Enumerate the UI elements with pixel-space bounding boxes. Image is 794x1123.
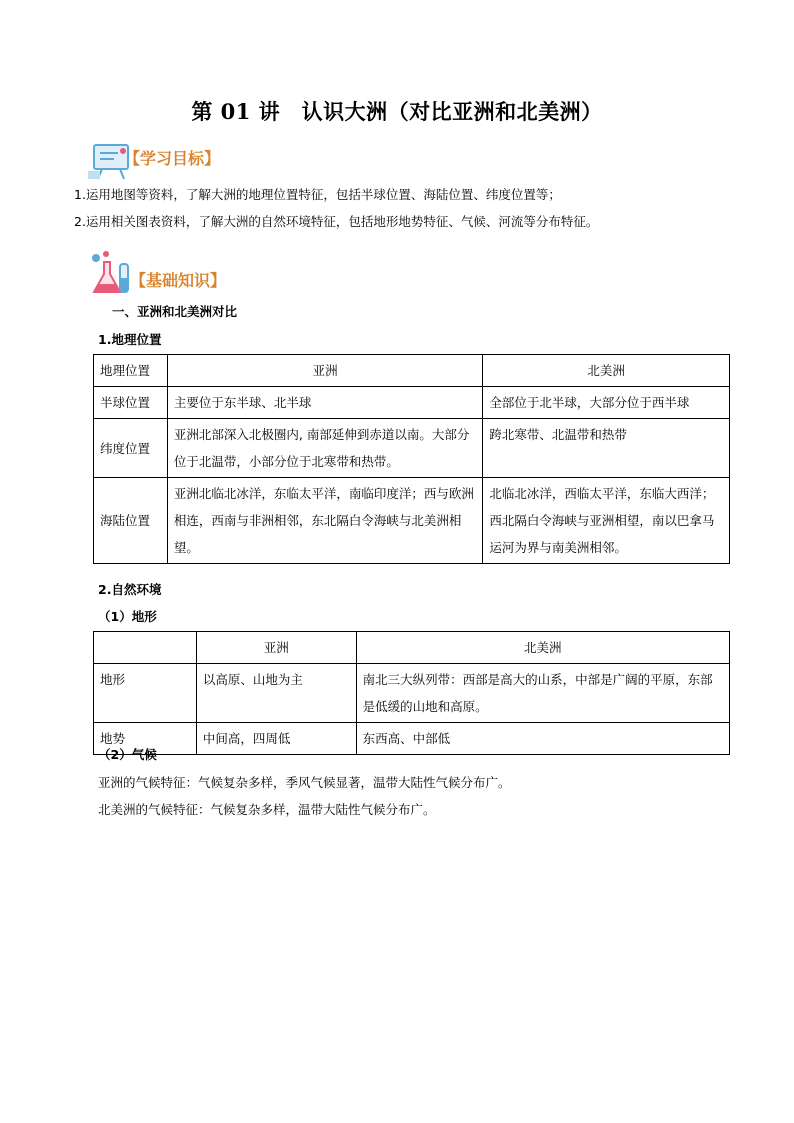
asia-cell: 以高原、山地为主 — [196, 664, 356, 723]
row-label: 纬度位置 — [94, 419, 168, 478]
geo-location-table — [93, 354, 730, 564]
objective-item-2: 2.运用相关图表资料，了解大洲的自然环境特征，包括地形地势特征、气候、河流等分布特征。 — [74, 214, 599, 229]
subsection-natural-environment: 2.自然环境 — [98, 582, 162, 597]
subsection-geo-location: 1.地理位置 — [98, 332, 162, 347]
north-america-cell: 北临北冰洋，西临太平洋，东临大西洋；西北隔白令海峡与亚洲相望，南以巴拿马运河为界与南美洲相邻。 — [483, 478, 730, 564]
asia-cell: 主要位于东半球、北半球 — [167, 387, 482, 419]
flask-icon — [86, 250, 134, 296]
row-label: 海陆位置 — [94, 478, 168, 564]
table-header-row — [94, 355, 730, 387]
table-header-cell: 北美洲 — [356, 632, 729, 664]
terrain-table — [93, 631, 730, 755]
table-header-cell: 北美洲 — [483, 355, 730, 387]
north-america-cell: 跨北寒带、北温带和热带 — [483, 419, 730, 478]
table-row — [94, 419, 730, 478]
row-label: 半球位置 — [94, 387, 168, 419]
page-title: 第 01 讲 认识大洲（对比亚洲和北美洲） — [191, 99, 603, 124]
table-header-row — [94, 632, 730, 664]
asia-cell: 中间高，四周低 — [196, 723, 356, 755]
north-america-cell: 东西高、中部低 — [356, 723, 729, 755]
table-header-cell — [94, 632, 197, 664]
table-header-cell: 亚洲 — [167, 355, 482, 387]
table-header-cell: 地理位置 — [94, 355, 168, 387]
north-america-cell: 全部位于北半球，大部分位于西半球 — [483, 387, 730, 419]
subsection-terrain: （1）地形 — [98, 609, 157, 624]
subsection-climate: （2）气候 — [98, 747, 157, 762]
asia-cell: 亚洲北部深入北极圈内, 南部延伸到赤道以南。大部分位于北温带，小部分位于北寒带和热带。 — [167, 419, 482, 478]
section-heading-1: 一、亚洲和北美洲对比 — [112, 304, 238, 319]
table-row — [94, 387, 730, 419]
table-row — [94, 723, 730, 755]
climate-north-america: 北美洲的气候特征：气候复杂多样，温带大陆性气候分布广。 — [98, 802, 436, 817]
climate-asia: 亚洲的气候特征：气候复杂多样，季风气候显著，温带大陆性气候分布广。 — [98, 775, 511, 790]
row-label: 地势 — [94, 723, 197, 755]
asia-cell: 亚洲北临北冰洋，东临太平洋，南临印度洋；西与欧洲相连，西南与非洲相邻，东北隔白令海峡与北美洲相望。 — [167, 478, 482, 564]
objective-item-1: 1.运用地图等资料，了解大洲的地理位置特征，包括半球位置、海陆位置、纬度位置等； — [74, 187, 561, 202]
row-label: 地形 — [94, 664, 197, 723]
table-row — [94, 478, 730, 564]
table-header-cell: 亚洲 — [196, 632, 356, 664]
north-america-cell: 南北三大纵列带：西部是高大的山系，中部是广阔的平原，东部是低缓的山地和高原。 — [356, 664, 729, 723]
basics-heading: 【基础知识】 — [130, 271, 227, 290]
table-row — [94, 664, 730, 723]
objectives-heading: 【学习目标】 — [124, 149, 221, 168]
